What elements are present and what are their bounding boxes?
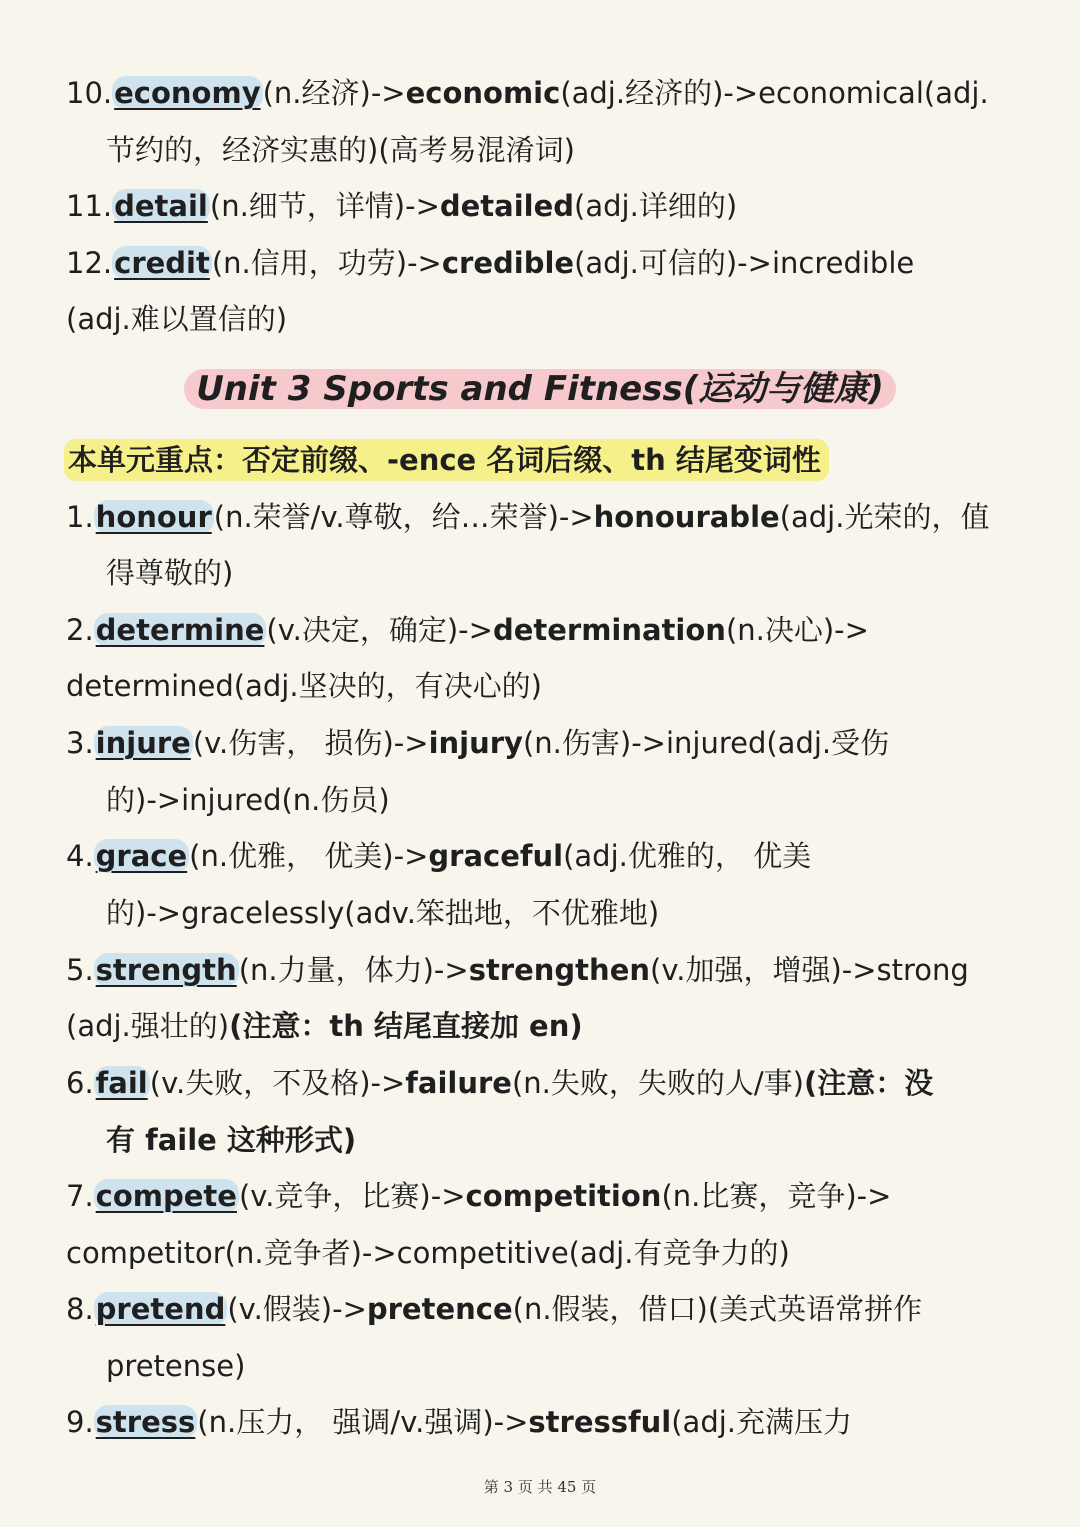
vocab-entry-4-cont: 的)->gracelessly(adv.笨拙地，不优雅地) [106, 896, 660, 930]
entry-text: (n.伤害)->injured(adj.受伤 [522, 726, 890, 760]
entry-number: 10. [66, 76, 113, 110]
unit-title: Unit 3 Sports and Fitness(运动与健康) [0, 366, 1080, 412]
entry-text: (adj.强壮的) [66, 1009, 230, 1043]
entry-text: (v.决定，确定)-> [266, 613, 493, 647]
headword: strength [95, 953, 237, 987]
headword: injure [95, 726, 191, 760]
entry-text: (adj.优雅的， 优美 [563, 839, 812, 873]
entry-text: (n.失败，失败的人/事) [511, 1066, 804, 1100]
entry-text: (adj.充满压力 [671, 1405, 853, 1439]
note-text: (注意：没 [803, 1066, 934, 1100]
vocab-entry-4 [66, 836, 1022, 876]
vocab-entry-6 [66, 1063, 1022, 1103]
headword: fail [95, 1066, 148, 1100]
entry-text: (v.失败，不及格)-> [149, 1066, 406, 1100]
entry-number: 4. [66, 839, 94, 873]
derived-word: honourable [593, 500, 780, 534]
vocab-entry-6-cont: 有 faile 这种形式) [106, 1123, 357, 1157]
headword: credit [114, 246, 210, 280]
vocab-entry-10 [66, 73, 1022, 113]
vocab-entry-1-cont: 得尊敬的) [106, 556, 234, 590]
entry-number: 1. [66, 500, 94, 534]
derived-word: determination [492, 613, 726, 647]
vocab-entry-10-cont: 节约的，经济实惠的)(高考易混淆词) [106, 133, 575, 167]
entry-number: 11. [66, 189, 113, 223]
vocab-entry-8-cont: pretense) [106, 1349, 246, 1383]
entry-number: 6. [66, 1066, 94, 1100]
vocab-entry-12-cont: (adj.难以置信的) [66, 302, 288, 336]
entry-text: (v.假装)-> [227, 1292, 367, 1326]
derived-word: credible [441, 246, 575, 280]
unit-focus-note: 本单元重点：否定前缀、-ence 名词后缀、th 结尾变词性 [64, 439, 829, 481]
vocab-entry-5-cont [66, 1006, 1022, 1046]
entry-text: (n.压力， 强调/v.强调)-> [197, 1405, 529, 1439]
derived-word: graceful [428, 839, 564, 873]
derived-word: competition [465, 1179, 662, 1213]
derived-word: economic [405, 76, 561, 110]
headword: grace [95, 839, 188, 873]
entry-text: (v.加强，增强)->strong [650, 953, 969, 987]
vocab-entry-5 [66, 950, 1022, 990]
entry-text: (n.假装，借口)(美式英语常拼作 [512, 1292, 923, 1326]
entry-number: 9. [66, 1405, 94, 1439]
entry-number: 7. [66, 1179, 94, 1213]
derived-word: pretence [366, 1292, 513, 1326]
entry-text: (n.比赛，竞争)-> [661, 1179, 892, 1213]
vocab-entry-8 [66, 1289, 1022, 1329]
vocab-entry-3 [66, 723, 1022, 763]
headword: pretend [95, 1292, 226, 1326]
entry-text: (v.竞争，比赛)-> [238, 1179, 466, 1213]
vocab-entry-2-cont: determined(adj.坚决的，有决心的) [66, 669, 542, 703]
headword: determine [95, 613, 265, 647]
entry-text: (adj.可信的)->incredible [574, 246, 915, 280]
entry-number: 3. [66, 726, 94, 760]
page-number-footer: 第 3 页 共 45 页 [483, 1478, 597, 1496]
entry-number: 8. [66, 1292, 94, 1326]
entry-text: (n.优雅， 优美)-> [189, 839, 429, 873]
derived-word: strengthen [468, 953, 651, 987]
entry-text: (adj.光荣的，值 [779, 500, 990, 534]
headword: detail [114, 189, 208, 223]
entry-number: 12. [66, 246, 113, 280]
derived-word: failure [405, 1066, 512, 1100]
vocab-entry-1 [66, 497, 1022, 537]
entry-text: (n.荣誉/v.尊敬，给…荣誉)-> [213, 500, 594, 534]
note-text: (注意：th 结尾直接加 en) [229, 1009, 583, 1043]
headword: honour [95, 500, 212, 534]
entry-text: (n.决心)-> [725, 613, 869, 647]
entry-text: (v.伤害， 损伤)-> [192, 726, 429, 760]
entry-text: (n.信用，功劳)-> [211, 246, 442, 280]
vocab-entry-7-cont: competitor(n.竞争者)->competitive(adj.有竞争力的) [66, 1236, 790, 1270]
headword: stress [95, 1405, 196, 1439]
derived-word: injury [428, 726, 523, 760]
vocab-entry-12 [66, 243, 1022, 283]
entry-number: 5. [66, 953, 94, 987]
vocab-entry-3-cont: 的)->injured(n.伤员) [106, 783, 390, 817]
headword: compete [95, 1179, 237, 1213]
derived-word: stressful [528, 1405, 672, 1439]
entry-text: (n.细节，详情)-> [209, 189, 440, 223]
vocab-entry-7 [66, 1176, 1022, 1216]
entry-number: 2. [66, 613, 94, 647]
entry-text: (n.力量，体力)-> [238, 953, 469, 987]
entry-text: (n.经济)-> [262, 76, 406, 110]
vocab-entry-11 [66, 186, 1022, 226]
entry-text: (adj.经济的)->economical(adj. [560, 76, 989, 110]
vocab-entry-9 [66, 1402, 1022, 1442]
headword: economy [114, 76, 261, 110]
vocab-entry-2 [66, 610, 1022, 650]
derived-word: detailed [439, 189, 575, 223]
entry-text: (adj.详细的) [574, 189, 738, 223]
